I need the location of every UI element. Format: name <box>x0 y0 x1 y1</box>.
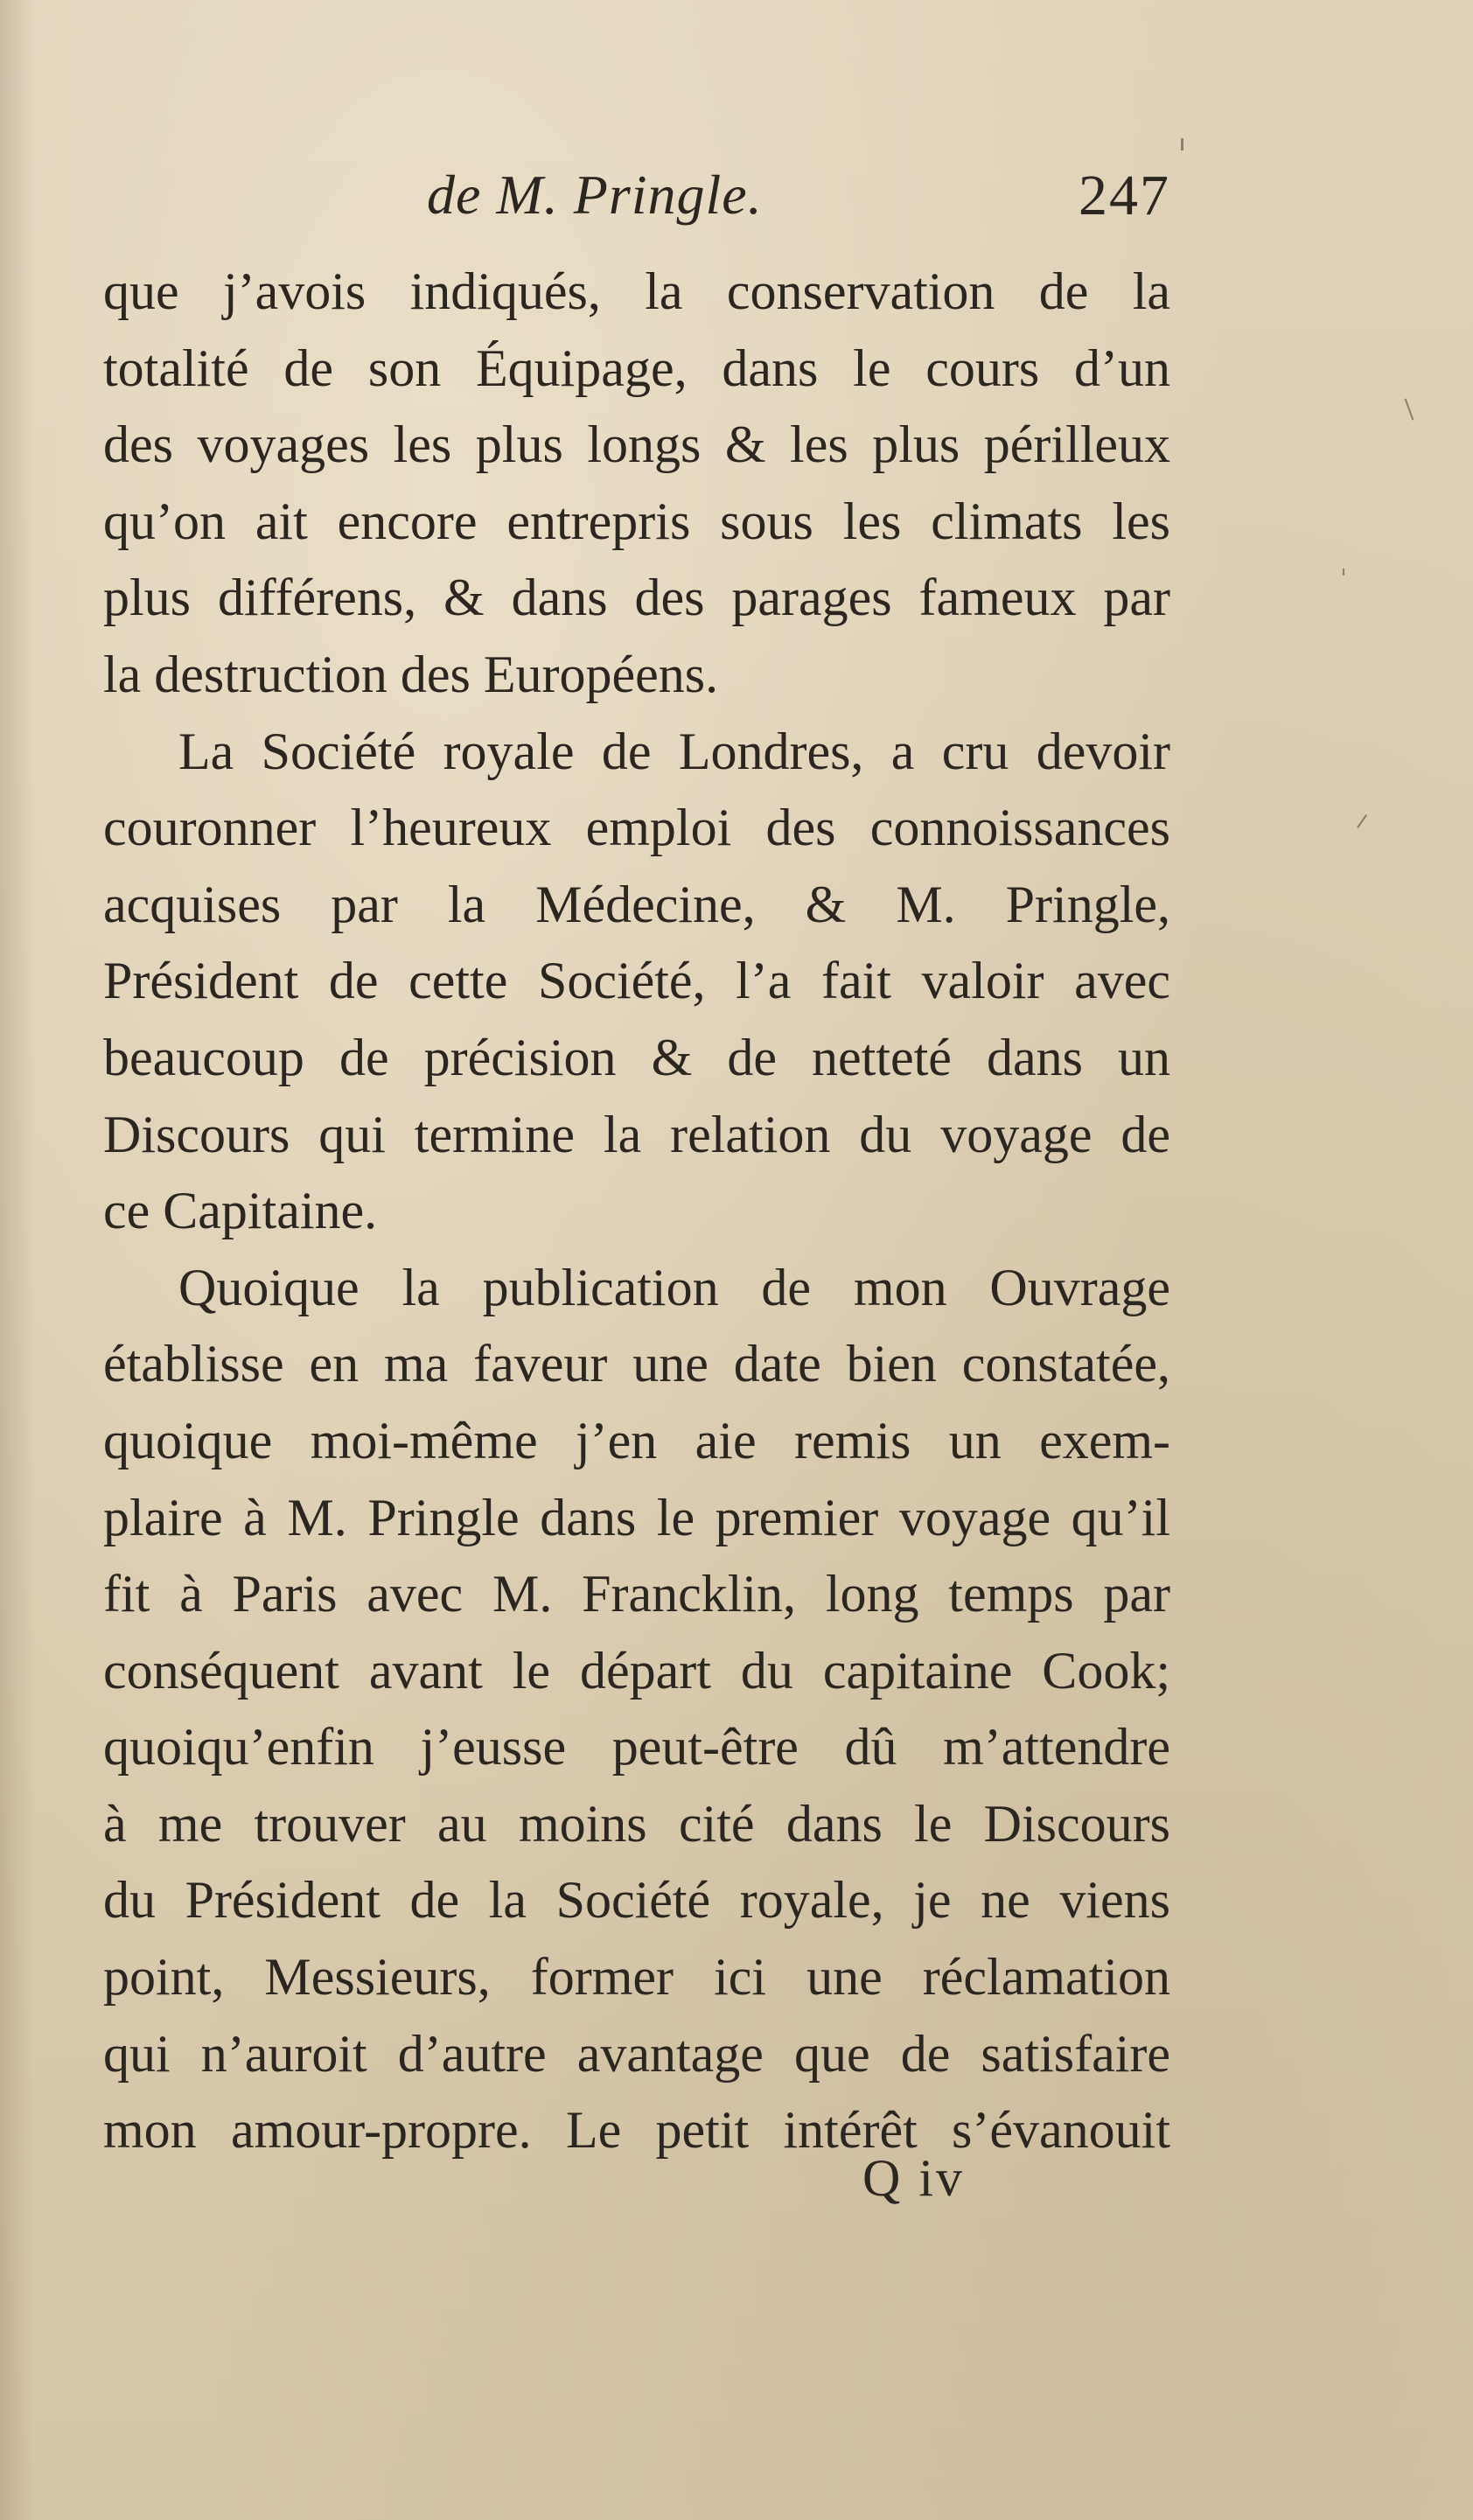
paper-speck <box>1343 569 1344 576</box>
text-line: des voyages les plus longs & les plus périlleux <box>103 415 1170 474</box>
text-line: fit à Paris avec M. Francklin, long temps par <box>103 1565 1170 1623</box>
text-line: quoique moi-même j’en aie remis un exem- <box>103 1411 1170 1469</box>
body-text <box>103 254 1170 2169</box>
text-line: Discours qui termine la relation du voyage de <box>103 1105 1170 1163</box>
text-line: Quoique la publication de mon Ouvrage <box>178 1258 1170 1316</box>
page-edge-shadow <box>0 0 35 2520</box>
running-head <box>103 163 1170 241</box>
text-line: la destruction des Européens. <box>103 645 719 703</box>
page-number: 247 <box>1079 164 1170 227</box>
text-line: que j’avois indiqués, la conservation de la <box>103 262 1170 320</box>
text-line: conséquent avant le départ du capitaine Cook; <box>103 1641 1170 1700</box>
paper-speck <box>1405 398 1414 420</box>
text-line: ce Capitaine. <box>103 1182 378 1240</box>
text-line: point, Messieurs, former ici une réclamation <box>103 1948 1170 2007</box>
text-line: qu’on ait encore entrepris sous les climats les <box>103 492 1170 550</box>
text-line: établisse en ma faveur une date bien constatée, <box>103 1335 1170 1393</box>
text-line: quoiqu’enfin j’eusse peut-être dû m’attendre <box>103 1718 1170 1777</box>
text-line: mon amour-propre. Le petit intérêt s’évanouit <box>103 2101 1170 2160</box>
paper-speck <box>1357 814 1367 828</box>
paper-speck <box>1181 138 1183 150</box>
signature-mark: Q iv <box>862 2149 965 2207</box>
text-line: à me trouver au moins cité dans le Discours <box>103 1794 1170 1853</box>
text-line: couronner l’heureux emploi des connoissances <box>103 799 1170 857</box>
text-line: totalité de son Équipage, dans le cours d’un <box>103 339 1170 397</box>
text-line: plaire à M. Pringle dans le premier voyage qu’il <box>103 1488 1170 1546</box>
text-line: beaucoup de précision & de netteté dans un <box>103 1028 1170 1086</box>
text-line: du Président de la Société royale, je ne viens <box>103 1871 1170 1930</box>
text-line: plus différens, & dans des parages fameux par <box>103 569 1170 627</box>
text-line: acquises par la Médecine, & M. Pringle, <box>103 875 1170 933</box>
text-line: qui n’auroit d’autre avantage que de satisfaire <box>103 2024 1170 2083</box>
text-line: La Société royale de Londres, a cru devoir <box>178 722 1170 780</box>
text-line: Président de cette Société, l’a fait valoir avec <box>103 952 1170 1010</box>
running-title: de M. Pringle. <box>427 164 763 226</box>
